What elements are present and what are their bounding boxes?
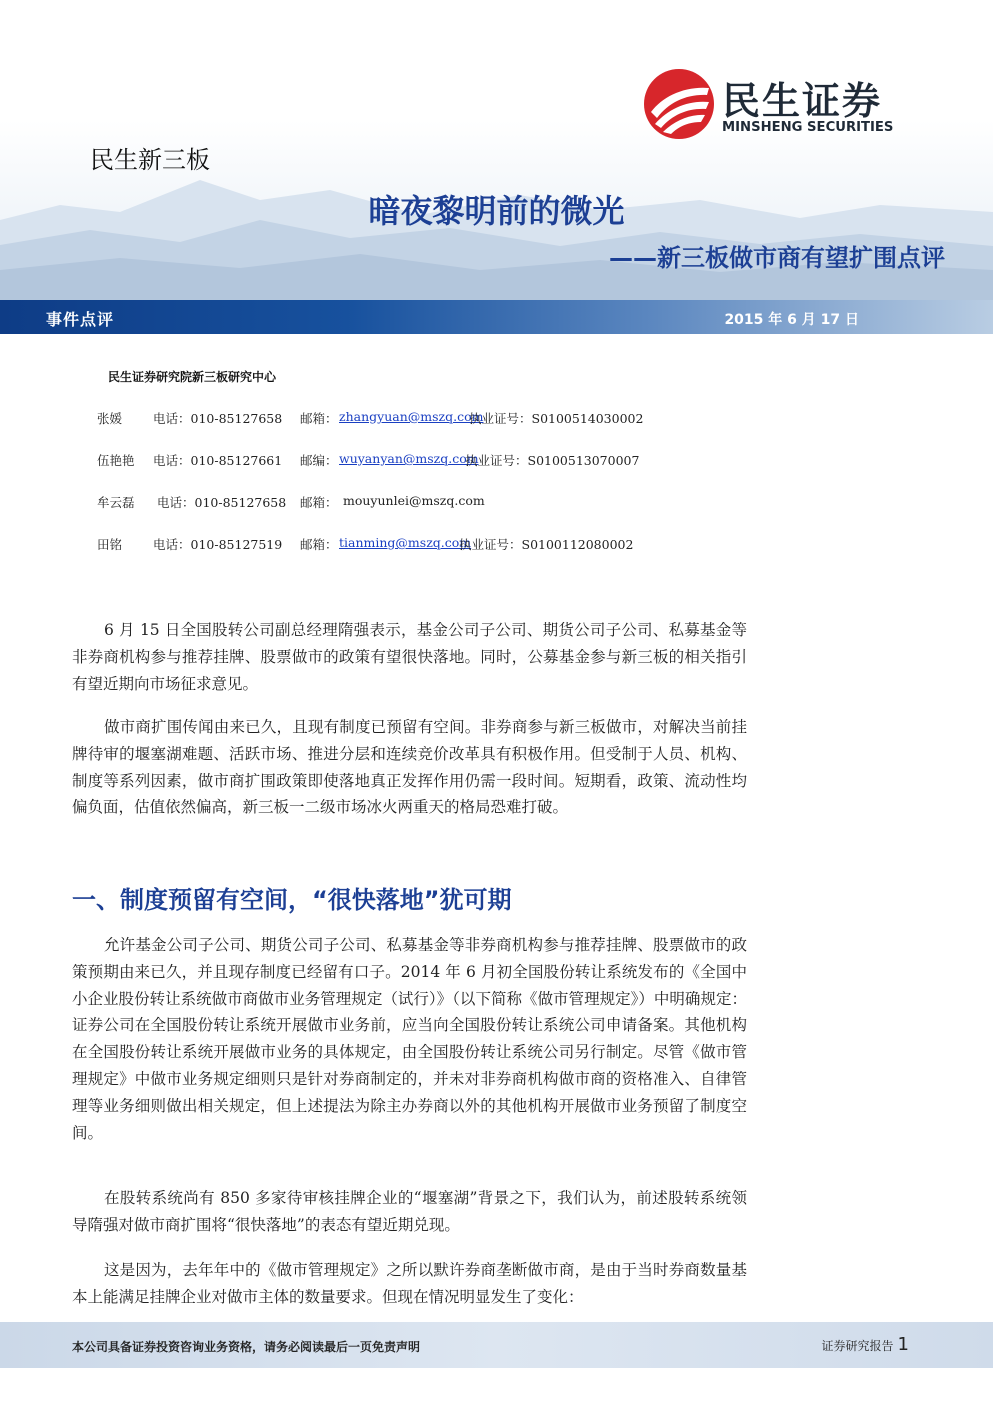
analyst-email-label: 邮编：: [300, 453, 338, 468]
footer-report-info: [822, 1334, 909, 1355]
report-header: [0, 0, 993, 300]
report-subtitle: ——新三板做市商有望扩围点评: [609, 244, 945, 272]
report-date: 2015 年 6 月 17 日: [724, 312, 859, 328]
intro-paragraph: 6 月 15 日全国股转公司副总经理隋强表示，基金公司子公司、期货公司子公司、私募基金等非券商机构参与推荐挂牌、股票做市的政策有望很快落地。同时，公募基金参与新三板的相关指引有望近期向市场征求意见。: [72, 621, 747, 693]
body-paragraph: 允许基金公司子公司、期货公司子公司、私募基金等非券商机构参与推荐挂牌、股票做市的政策预期由来已久，并且现存制度已经留有口子。2014 年 6 月初全国股份转让系统发布的《全国中小企业股份转让系统做市商做市业务管理规定（试行）》（以下简称《做市管理规定》）中明确规定：证券公司在全国股份转让系统开展做市业务前，应当向全国股份转让系统公司申请备案。其他机构在全国股份转让系统开展做市业务的具体规定，由全国股份转让系统公司另行制定。尽管《做市管理规定》中做市业务规定细则只是针对券商制定的，并未对非券商机构做市商的资格准入、自律管理等业务细则做出相关规定，但上述提法为除主办券商以外的其他机构开展做市业务预留了制度空间。: [72, 936, 747, 1142]
report-title: 暗夜黎明前的微光: [368, 192, 625, 230]
analyst-email-link[interactable]: tianming@mszq.com: [339, 535, 472, 550]
footer-report-type: 证券研究报告: [821, 1339, 894, 1353]
analyst-phone: 电话：010-85127519: [153, 537, 283, 552]
analyst-name: 张媛: [97, 411, 123, 426]
analyst-phone: 电话：010-85127658: [153, 411, 283, 426]
analyst-email-link[interactable]: zhangyuan@mszq.com: [339, 409, 484, 424]
analyst-email-label: 邮箱：: [300, 537, 338, 552]
analyst-license: 执业证号：S0100513070007: [465, 453, 640, 468]
analyst-license: 执业证号：S0100112080002: [459, 537, 634, 552]
intro-paragraph: 做市商扩围传闻由来已久，且现有制度已预留有空间。非券商参与新三板做市，对解决当前挂牌待审的堰塞湖难题、活跃市场、推进分层和连续竞价改革具有积极作用。但受制于人员、机构、制度等系列因素，做市商扩围政策即使落地真正发挥作用仍需一段时间。短期看，政策、流动性均偏负面，估值依然偏高，新三板一二级市场冰火两重天的格局恐难打破。: [72, 718, 747, 817]
body-paragraph: 在股转系统尚有 850 多家待审核挂牌企业的“堰塞湖”背景之下，我们认为，前述股转系统领导隋强对做市商扩围将“很快落地”的表态有望近期兑现。: [72, 1189, 747, 1234]
analyst-email-label: 邮箱：: [300, 411, 338, 426]
logo-english-name: MINSHENG SECURITIES: [722, 120, 894, 135]
series-name: 民生新三板: [90, 146, 210, 174]
research-institution: 民生证券研究院新三板研究中心: [108, 370, 277, 384]
section-heading: 一、制度预留有空间，“很快落地”犹可期: [72, 886, 512, 914]
logo-chinese-name: 民生证券: [722, 79, 883, 123]
analyst-email: mouyunlei@mszq.com: [343, 493, 485, 508]
page-number: 1: [897, 1334, 909, 1355]
analyst-name: 牟云磊: [97, 495, 135, 510]
analyst-email-label: 邮箱：: [300, 495, 338, 510]
category-band: [0, 300, 993, 334]
analyst-license: 执业证号：S0100514030002: [469, 411, 644, 426]
analyst-phone: 电话：010-85127658: [157, 495, 287, 510]
analyst-name: 伍艳艳: [97, 453, 135, 468]
analyst-name: 田铭: [97, 537, 123, 552]
analyst-email-link[interactable]: wuyanyan@mszq.com: [339, 451, 479, 466]
analyst-phone: 电话：010-85127661: [153, 453, 283, 468]
report-category: 事件点评: [46, 310, 115, 329]
page-footer: [0, 1322, 993, 1368]
body-paragraph: 这是因为，去年年中的《做市管理规定》之所以默许券商垄断做市商，是由于当时券商数量基本上能满足挂牌企业对做市主体的数量要求。但现在情况明显发生了变化：: [72, 1261, 747, 1306]
minsheng-logo-icon: [643, 68, 715, 140]
footer-disclaimer: 本公司具备证券投资咨询业务资格，请务必阅读最后一页免责声明: [72, 1340, 421, 1354]
